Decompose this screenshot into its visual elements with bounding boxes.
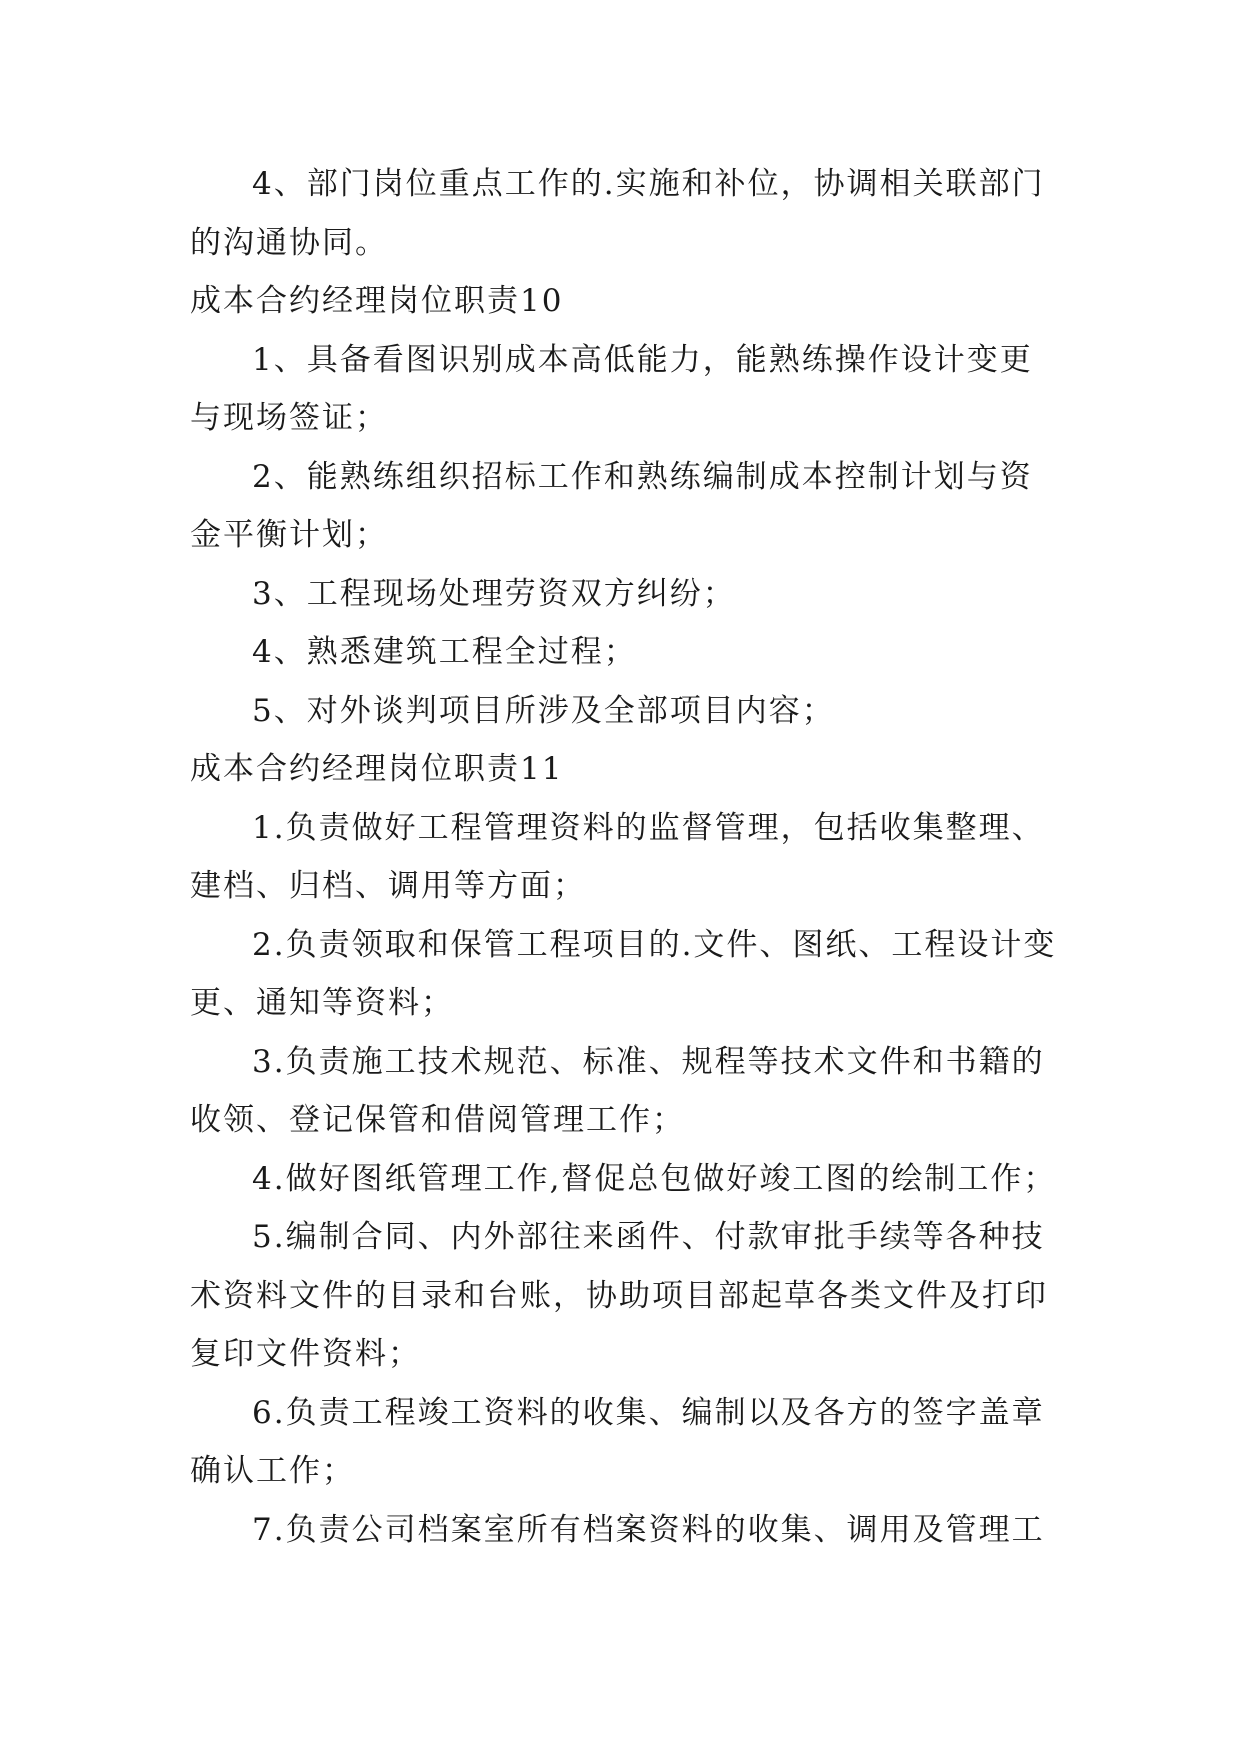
paragraph: 3.负责施工技术规范、标准、规程等技术文件和书籍的收领、登记保管和借阅管理工作； [190,1043,1045,1138]
paragraph: 3、工程现场处理劳资双方纠纷； [252,575,736,612]
paragraph: 1、具备看图识别成本高低能力，能熟练操作设计变更与现场签证； [190,341,1033,436]
section-heading: 成本合约经理岗位职责11 [190,751,564,787]
paragraph: 4、部门岗位重点工作的.实施和补位，协调相关联部门的沟通协同。 [190,166,1045,261]
paragraph: 6.负责工程竣工资料的收集、编制以及各方的签字盖章确认工作； [190,1394,1045,1489]
paragraph: 2、能熟练组织招标工作和熟练编制成本控制计划与资金平衡计划； [190,458,1033,553]
paragraph: 4.做好图纸管理工作,督促总包做好竣工图的绘制工作； [252,1160,1057,1197]
paragraph: 7.负责公司档案室所有档案资料的收集、调用及管理工 [252,1511,1045,1548]
paragraph: 5、对外谈判项目所涉及全部项目内容； [252,692,835,729]
section-heading: 成本合约经理岗位职责10 [190,283,564,319]
paragraph: 1.负责做好工程管理资料的监督管理，包括收集整理、建档、归档、调用等方面； [190,809,1045,904]
paragraph: 5.编制合同、内外部往来函件、付款审批手续等各种技术资料文件的目录和台账，协助项目部起草各类文件及打印复印文件资料； [190,1219,1048,1372]
paragraph: 2.负责领取和保管工程项目的.文件、图纸、工程设计变更、通知等资料； [190,926,1057,1021]
paragraph: 4、熟悉建筑工程全过程； [252,634,637,670]
document-body [190,155,1060,1559]
